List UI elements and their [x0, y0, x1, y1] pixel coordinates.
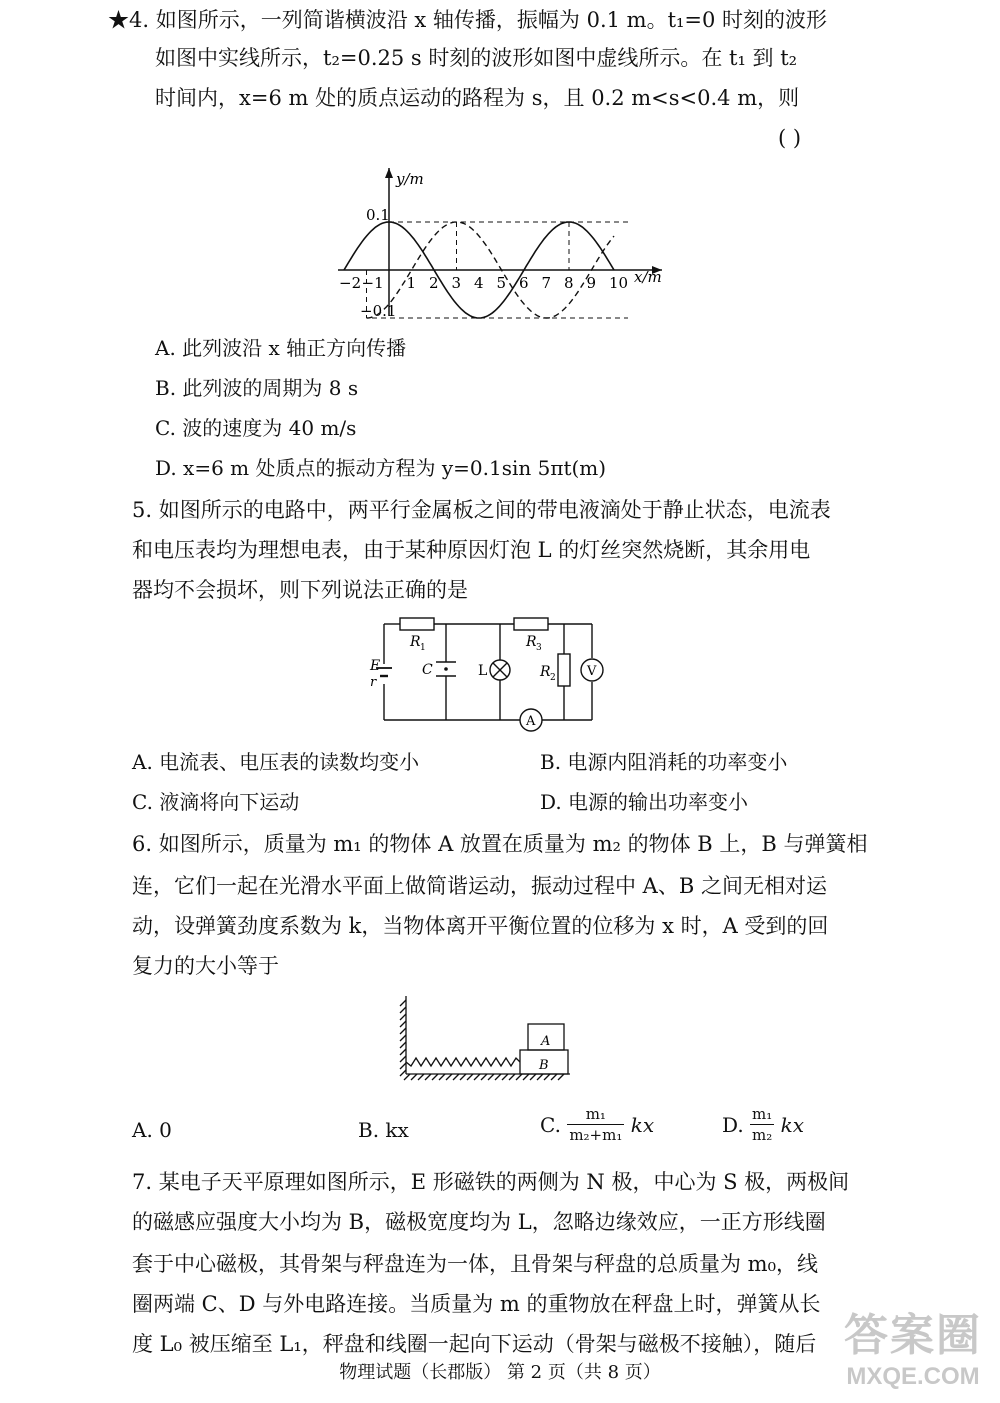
q5-option-b[interactable]: B. 电源内阻消耗的功率变小 [540, 750, 788, 774]
resistor-r1 [400, 618, 434, 630]
q6-c-numerator: m₁ [567, 1104, 624, 1125]
q7-line-2: 的磁感应强度大小均为 B，磁极宽度均为 L，忽略边缘效应，一正方形线圈 [132, 1210, 826, 1234]
x-tick-label: 9 [586, 274, 597, 292]
label-v: V [587, 664, 597, 679]
q6-option-b[interactable]: B. kx [358, 1118, 409, 1142]
q6-d-denominator: m₂ [752, 1126, 773, 1144]
q6-line-4: 复力的大小等于 [132, 954, 279, 978]
q7-line-4: 圈两端 C、D 与外电路连接。当质量为 m 的重物放在秤盘上时，弹簧从长 [132, 1292, 821, 1316]
x-tick-label: 5 [496, 274, 507, 292]
q6-line-2: 连，它们一起在光滑水平面上做简谐运动，振动过程中 A、B 之间无相对运 [132, 874, 827, 898]
q5-option-a[interactable]: A. 电流表、电压表的读数均变小 [132, 750, 420, 774]
y-tick-top: 0.1 [366, 206, 390, 224]
x-tick-label: −1 [361, 274, 384, 292]
q7-line-3: 套于中心磁极，其骨架与秤盘连为一体，且骨架与秤盘的总质量为 m₀，线 [132, 1252, 819, 1276]
x-tick-label: 2 [429, 274, 439, 292]
x-tick-label: 10 [609, 274, 629, 292]
wave-graph [332, 164, 672, 324]
spring-block-diagram [398, 994, 578, 1084]
droplet [444, 667, 448, 671]
q6-c-fraction [567, 1104, 624, 1145]
label-r3: R [526, 634, 537, 650]
q6-line-1: 6. 如图所示，质量为 m₁ 的物体 A 放置在质量为 m₂ 的物体 B 上，B 与弹簧相 [132, 832, 868, 856]
q5-option-c[interactable]: C. 液滴将向下运动 [132, 790, 300, 814]
q4-option-c[interactable]: C. 波的速度为 40 m/s [155, 416, 357, 440]
watermark-url: MXQE.COM [846, 1363, 980, 1390]
q6-c-prefix: C. [540, 1112, 561, 1137]
q5-line-3: 器均不会损坏，则下列说法正确的是 [132, 578, 468, 602]
block-a-label: A [541, 1034, 551, 1049]
page-footer: 物理试题（长郡版） 第 2 页（共 8 页） [339, 1362, 661, 1383]
q5-line-1: 5. 如图所示的电路中，两平行金属板之间的带电液滴处于静止状态，电流表 [132, 498, 831, 522]
x-tick-label: −2 [339, 274, 362, 292]
x-tick-label: 1 [406, 274, 417, 292]
x-tick-label: 6 [519, 274, 529, 292]
q6-line-3: 动，设弹簧劲度系数为 k，当物体离开平衡位置的位移为 x 时，A 受到的回 [132, 914, 829, 938]
x-tick-label: 7 [541, 274, 552, 292]
q6-d-fraction [750, 1104, 774, 1145]
q4-line-1: ★4. 如图所示，一列简谐横波沿 x 轴传播，振幅为 0.1 m。t₁=0 时刻的波形 [108, 8, 828, 32]
x-tick-label: 3 [451, 274, 462, 292]
label-r1-sub: 1 [420, 643, 426, 653]
q6-d-prefix: D. [722, 1112, 744, 1137]
label-c: C [422, 662, 433, 678]
label-r2: R [540, 664, 551, 680]
spring [406, 1058, 520, 1066]
x-axis-label: x/m [634, 268, 662, 286]
label-r: r [370, 675, 377, 690]
label-r2-sub: 2 [550, 673, 556, 683]
watermark-logo [844, 1299, 982, 1391]
q6-option-a[interactable]: A. 0 [132, 1118, 172, 1142]
q6-c-denominator: m₂+m₁ [569, 1126, 623, 1144]
label-a: A [526, 714, 536, 729]
x-tick-label: 4 [474, 274, 484, 292]
q4-option-b[interactable]: B. 此列波的周期为 8 s [155, 376, 359, 400]
circuit-diagram [364, 612, 604, 732]
q6-option-c[interactable] [540, 1104, 654, 1145]
q4-option-a[interactable]: A. 此列波沿 x 轴正方向传播 [155, 336, 407, 360]
x-tick-label: 8 [564, 274, 574, 292]
y-axis-label: y/m [396, 170, 424, 188]
label-e: E [370, 658, 381, 674]
q6-d-suffix: kx [780, 1112, 805, 1137]
label-l: L [478, 663, 488, 679]
x-tick-labels [339, 274, 628, 292]
q6-d-numerator: m₁ [752, 1105, 773, 1123]
label-r3-sub: 3 [536, 643, 542, 653]
q4-line-2: 如图中实线所示，t₂=0.25 s 时刻的波形如图中虚线所示。在 t₁ 到 t₂ [155, 46, 798, 70]
q5-line-2: 和电压表均为理想电表，由于某种原因灯泡 L 的灯丝突然烧断，其余用电 [132, 538, 811, 562]
watermark-text: 答案圈 [844, 1311, 982, 1360]
q5-option-d[interactable]: D. 电源的输出功率变小 [540, 790, 749, 814]
block-b-label: B [539, 1058, 549, 1073]
label-r1: R [410, 634, 421, 650]
q7-line-5: 度 L₀ 被压缩至 L₁，秤盘和线圈一起向下运动（骨架与磁极不接触），随后 [132, 1332, 817, 1356]
resistor-r2 [558, 654, 570, 686]
q7-line-1: 7. 某电子天平原理如图所示，E 形磁铁的两侧为 N 极，中心为 S 极，两极间 [132, 1170, 850, 1194]
resistor-r3 [514, 618, 548, 630]
q6-option-d[interactable] [722, 1104, 804, 1145]
q4-answer-paren: ( ) [778, 126, 802, 150]
q4-option-d[interactable]: D. x=6 m 处质点的振动方程为 y=0.1sin 5πt(m) [155, 456, 607, 480]
q6-c-suffix: kx [630, 1112, 655, 1137]
q4-line-3: 时间内，x=6 m 处的质点运动的路程为 s，且 0.2 m<s<0.4 m，则 [155, 86, 800, 110]
y-tick-bottom: −0.1 [360, 302, 397, 320]
